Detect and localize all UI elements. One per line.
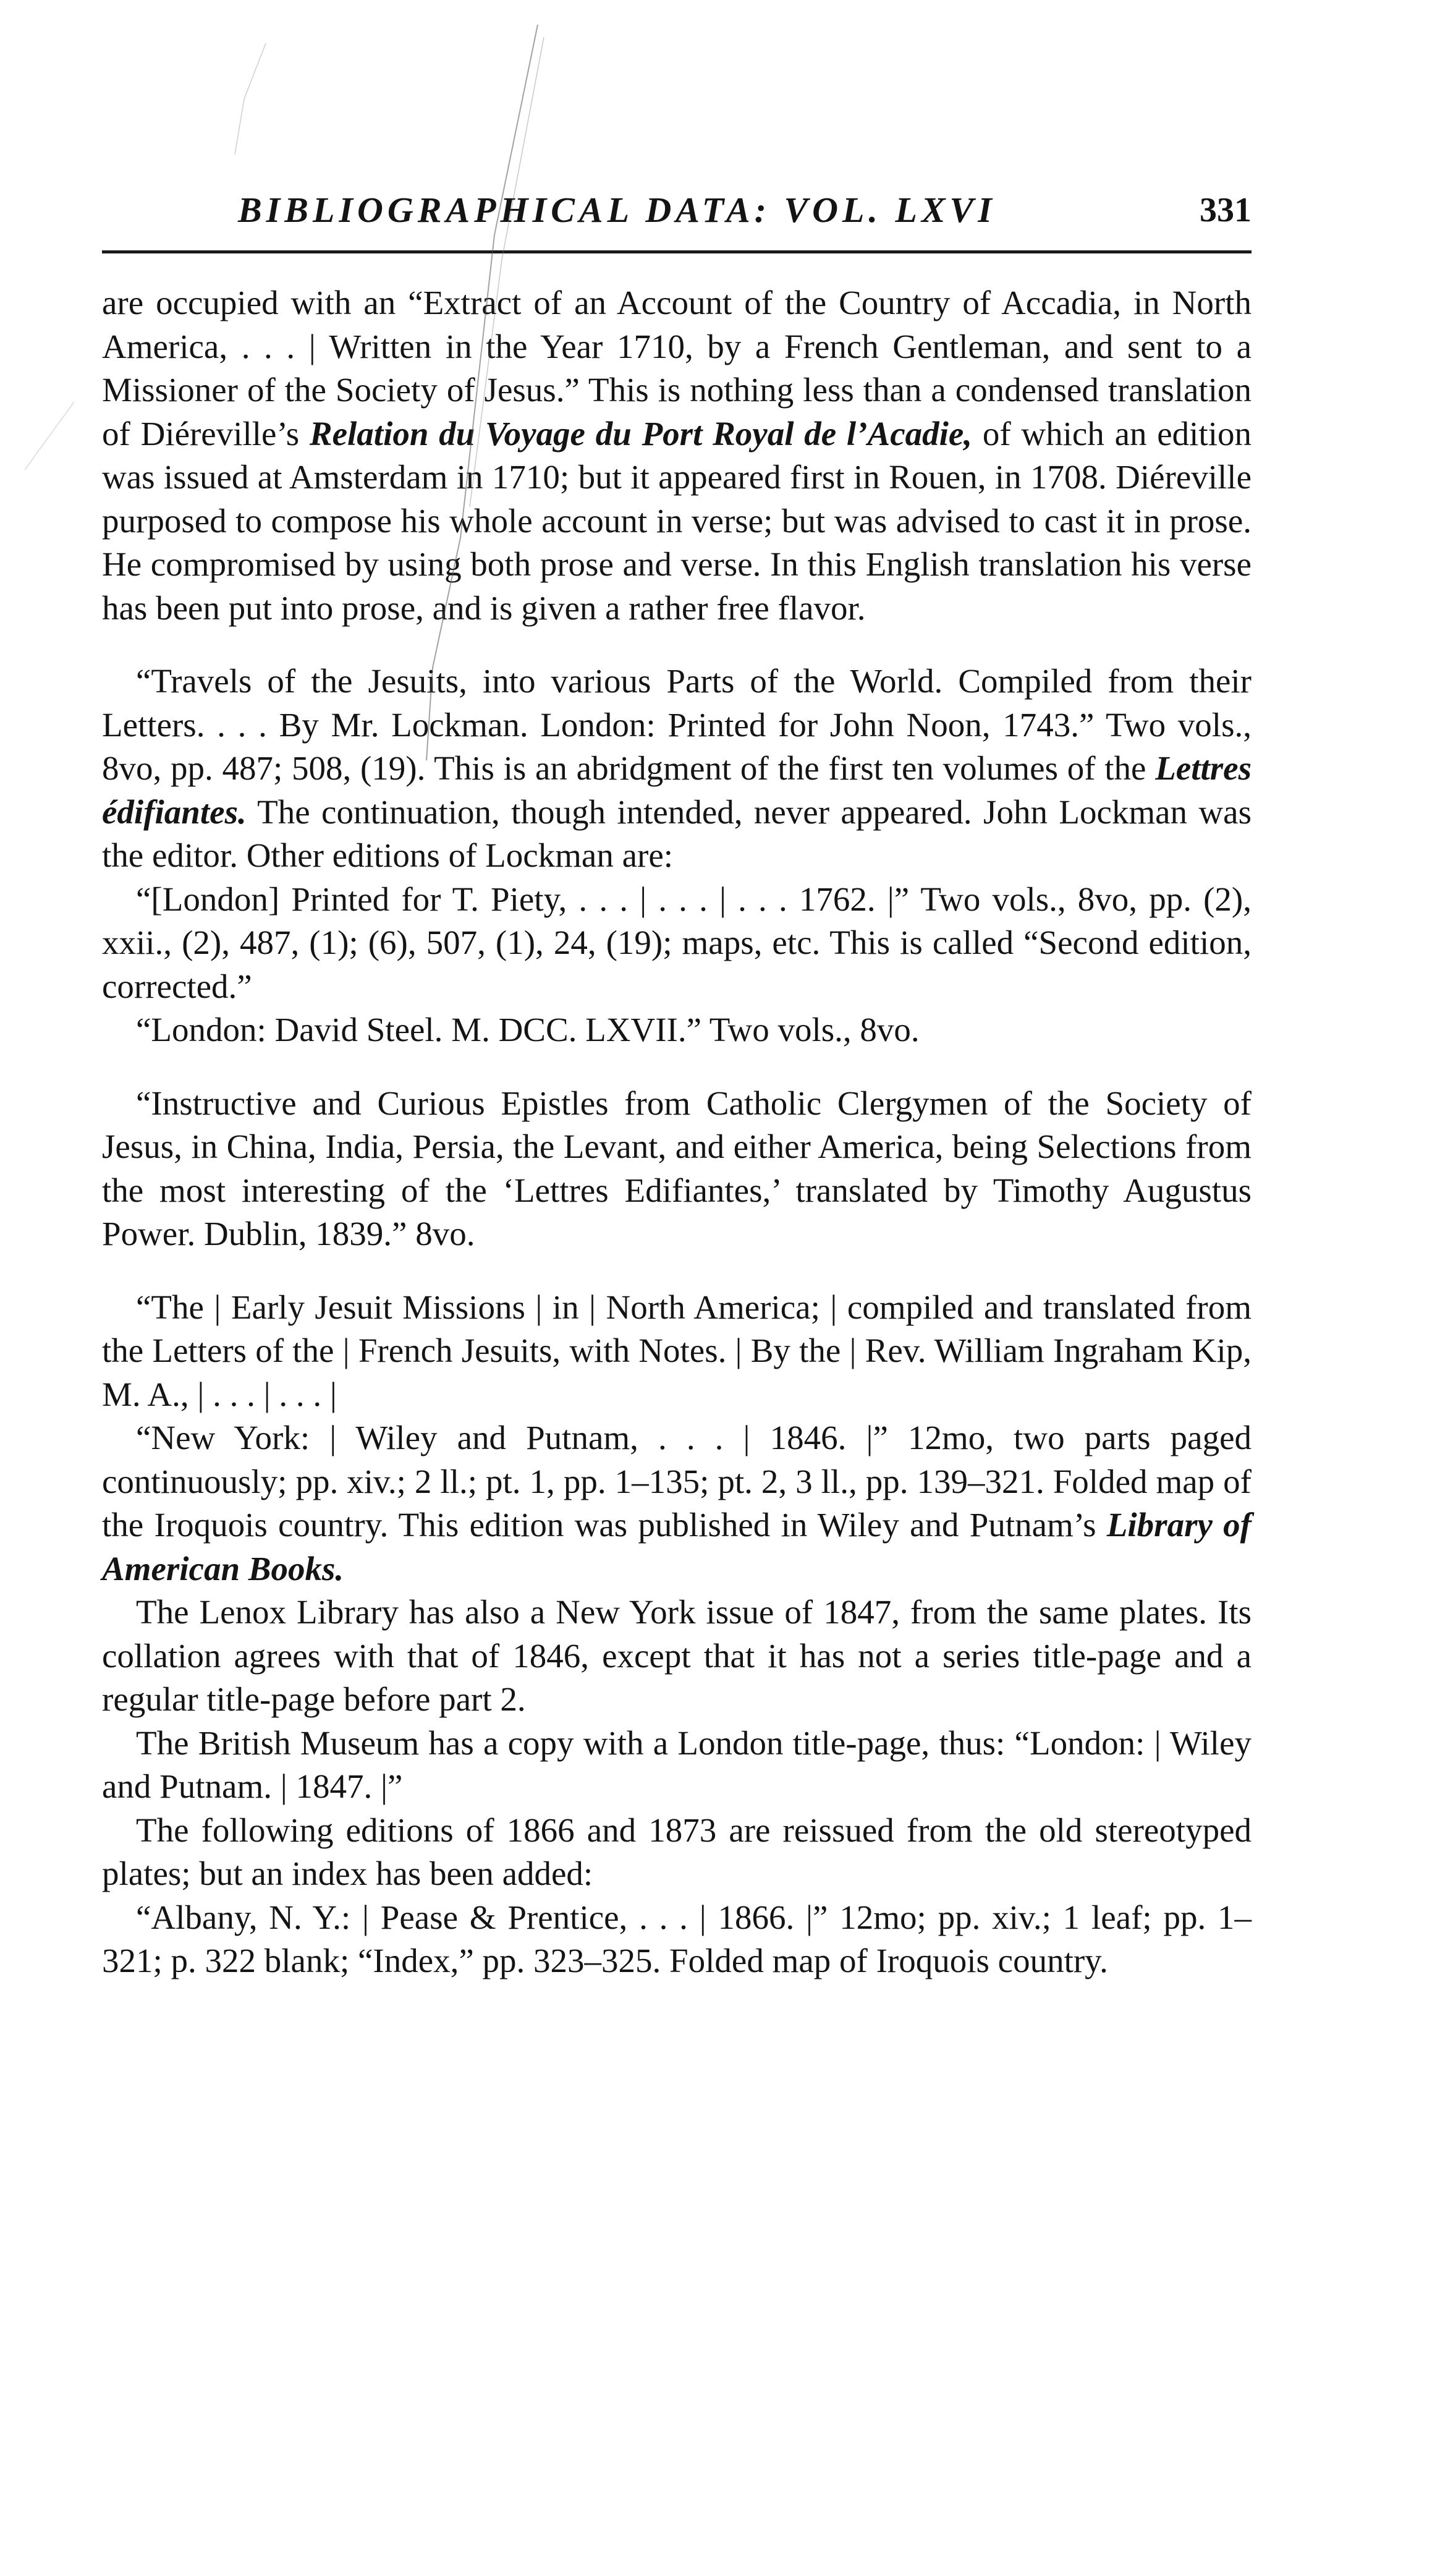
paragraph-text: The British Museum has a copy with a London title-page, thus: “London: | Wiley and Putnam. | 1847. |” [102,1724,1252,1805]
paragraph-text: “Instructive and Curious Epistles from Catholic Clergymen of the Society of Jesus, in China, India, Persia, the Levant, and either America, being Selections from the most interesting of the ‘Lettres Edifiantes,’ translated by Timothy Augustus Power. Dublin, 1839.” 8vo. [102,1084,1252,1252]
paragraph-text: of which an edition was issued at Amsterdam in 1710; but it appeared first in Rouen, in 1708. Diéreville purposed to compose his whole account in verse; but was advised to cast it in prose. He compromised by using both prose and verse. In this English translation his verse has been put into prose, and is given a rather free flavor. [102,414,1252,627]
paragraph-text: “Travels of the Jesuits, into various Parts of the World. Compiled from their Letters. . . . By Mr. Lockman. London: Printed for John Noon, 1743.” Two vols., 8vo, pp. 487; 508, (19). This is an abridgment of the first ten volumes of the [102,662,1252,787]
italic-title-text: Lettres édifiantes. [102,749,1252,831]
italic-title-text: Relation du Voyage du Port Royal de l’Acadie, [309,414,973,453]
italic-title-text: Library of American Books. [102,1506,1252,1588]
paragraph-text: are occupied with an “Extract of an Account of the Country of Accadia, in North America, . . . | Written in the Year 1710, by a French Gentleman, and sent to a Missioner of the Society of Jesus.” This is nothing less than a condensed translation of Diéreville’s [102,284,1252,453]
running-title: BIBLIOGRAPHICAL DATA: VOL. LXVI [238,190,996,230]
paragraph-text: The Lenox Library has also a New York issue of 1847, from the same plates. Its collation agrees with that of 1846, except that it has not a series title-page and a regular title-page before part 2. [102,1593,1252,1718]
paragraph-text: “Albany, N. Y.: | Pease & Prentice, . . . | 1866. |” 12mo; pp. xiv.; 1 leaf; pp. 1–321; p. 322 blank; “Index,” pp. 323–325. Folded map of Iroquois country. [102,1898,1252,1979]
paragraph-text: The continuation, though intended, never appeared. John Lockman was the editor. Other editions of Lockman are: [102,793,1252,874]
paragraph-text: “New York: | Wiley and Putnam, . . . | 1846. |” 12mo, two parts paged continuously; pp. xiv.; 2 ll.; pt. 1, pp. 1–135; pt. 2, 3 ll., pp. 139–321. Folded map of the Iroquois country. This edition was published in Wiley and Putnam’s [102,1419,1252,1544]
page-number: 331 [1200,191,1252,229]
paragraph-text: “London: David Steel. M. DCC. LXVII.” Two vols., 8vo. [136,1011,920,1048]
paragraph-text: The following editions of 1866 and 1873 are reissued from the old stereotyped plates; but an index has been added: [102,1811,1252,1892]
paragraph-text: “[London] Printed for T. Piety, . . . | . . . | . . . 1762. |” Two vols., 8vo, pp. (2), xxii., (2), 487, (1); (6), 507, (1), 24, (19); maps, etc. This is called “Second edition, corrected.” [102,880,1252,1005]
paragraph-text: “The | Early Jesuit Missions | in | North America; | compiled and translated from the Letters of the | French Jesuits, with Notes. | By the | Rev. William Ingraham Kip, M. A., | . . . | . . . | [102,1288,1252,1413]
